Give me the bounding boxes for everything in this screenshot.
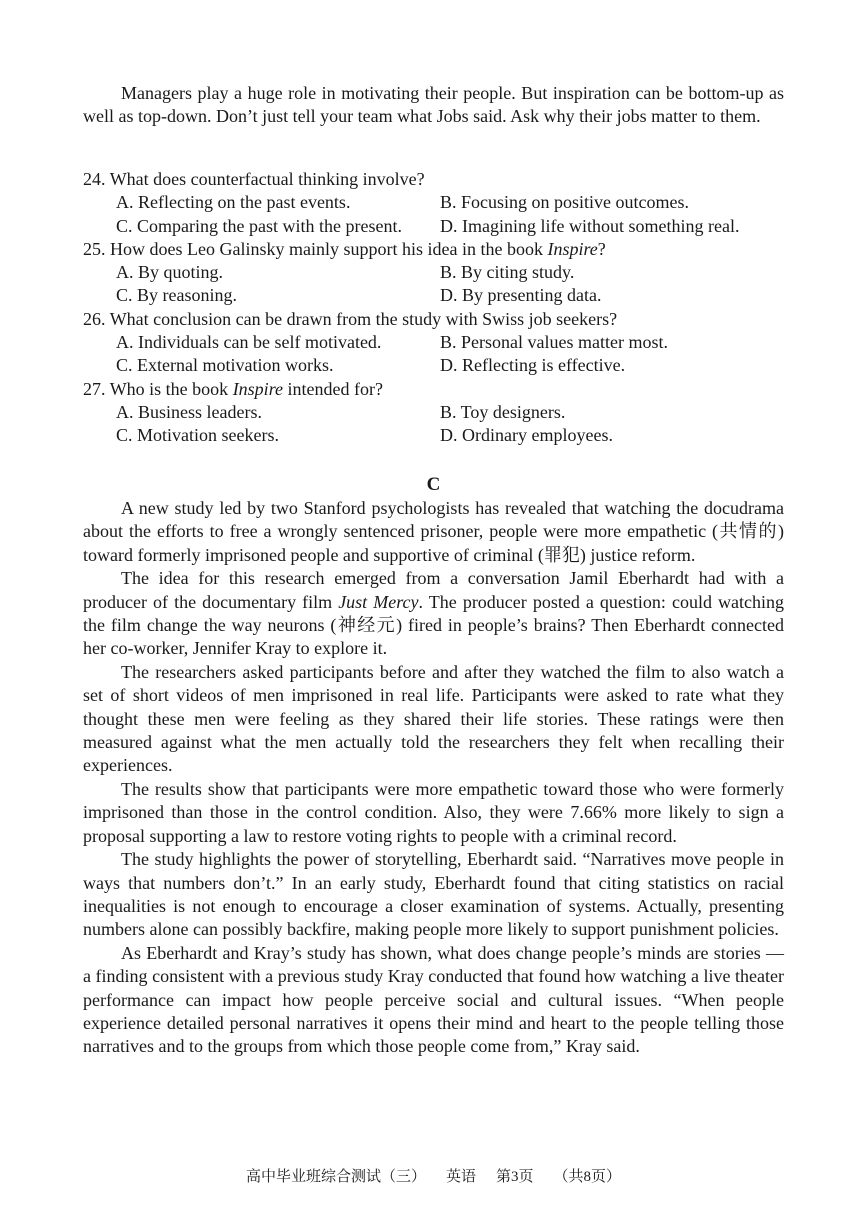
passage-paragraph-3: The researchers asked participants before and after they watched the film to also watch a set of short videos of men imprisoned in real life. Participants were asked to rate what they thought these men were feeling as they shared their life stories. These ratings were then measured against what the men actually told the researchers they felt when recalling their experiences. [83, 661, 784, 776]
option-d: D. Ordinary employees. [440, 425, 613, 446]
section-heading: C [426, 474, 441, 495]
book-title: Inspire [232, 378, 284, 399]
passage-paragraph-5: The study highlights the power of storytelling, Eberhardt said. “Narratives move people in ways that numbers don’t.” In an early study, Eberhardt found that citing statistics on racial inequalities is not enough to encourage a closer examination of systems. Actually, presenting numbers alone can possibly backfire, making people more likely to support punishment policies. [83, 849, 784, 940]
option-c: C. Motivation seekers. [116, 425, 279, 446]
question-stem: What conclusion can be drawn from the study with Swiss job seekers? [109, 308, 618, 329]
option-c: C. External motivation works. [116, 355, 334, 376]
option-c: C. By reasoning. [116, 285, 237, 306]
question-26 [83, 308, 784, 378]
option-d: D. Imagining life without something real. [440, 215, 740, 236]
book-title: Inspire [547, 238, 598, 259]
paragraph-text: The idea for this research emerged from a conversation Jamil Eberhardt had with a producer of the documentary film [83, 568, 784, 612]
question-number: 27. [83, 378, 106, 399]
option-b: B. Personal values matter most. [440, 332, 668, 353]
question-27 [83, 378, 784, 448]
option-b: B. Focusing on positive outcomes. [440, 192, 689, 213]
question-24 [83, 168, 784, 238]
question-stem: How does Leo Galinsky mainly support his idea in the book [110, 238, 548, 259]
question-stem-end: intended for? [283, 378, 383, 399]
option-a: A. Business leaders. [116, 401, 262, 422]
passage-paragraph-6: As Eberhardt and Kray’s study has shown, what does change people’s minds are stories — a finding consistent with a previous study Kray conducted that found how watching a live theater performance can impact how people perceive social and cultural issues. “When people experience detailed personal narratives it opens their mind and heart to the people telling those narratives and to the groups from which those people come from,” Kray said. [83, 942, 784, 1057]
passage-paragraph-4: The results show that participants were more empathetic toward those who were formerly imprisoned than those in the control condition. Also, they were 7.66% more likely to sign a proposal supporting a law to restore voting rights to people with a criminal record. [83, 778, 784, 846]
question-number: 26. [83, 308, 106, 329]
option-b: B. By citing study. [440, 262, 575, 283]
question-25 [83, 238, 784, 308]
page-footer [0, 1165, 867, 1186]
passage-paragraph-1: A new study led by two Stanford psychologists has revealed that watching the docudrama about the efforts to free a wrongly sentenced prisoner, people were more empathetic (共情的) toward formerly imprisoned people and supportive of criminal (罪犯) justice reform. [83, 498, 784, 565]
paragraph-text: . The producer posted a question: could watching the film change the way neurons (神经元) fired in people’s brains? Then Eberhardt connected her co-worker, Jennifer Kray to explore it. [83, 591, 785, 659]
page-total: （共8页） [553, 1169, 622, 1185]
option-a: A. Reflecting on the past events. [116, 192, 351, 213]
film-title: Just Mercy [338, 591, 419, 612]
passage-paragraph-2 [83, 567, 784, 661]
option-b: B. Toy designers. [440, 401, 566, 422]
question-number: 25. [83, 238, 106, 259]
option-d: D. Reflecting is effective. [440, 355, 626, 376]
intro-paragraph [83, 82, 784, 129]
option-a: A. By quoting. [116, 262, 224, 283]
question-stem-end: ? [597, 238, 606, 259]
question-stem: What does counterfactual thinking involve? [109, 169, 425, 189]
option-c: C. Comparing the past with the present. [116, 215, 402, 236]
option-a: A. Individuals can be self motivated. [116, 332, 382, 353]
option-d: D. By presenting data. [440, 285, 602, 306]
question-stem: Who is the book [109, 378, 233, 399]
passage-c [83, 497, 784, 1059]
exam-name: 高中毕业班综合测试（三） [245, 1169, 426, 1185]
page-number: 第3页 [496, 1169, 534, 1185]
subject: 英语 [445, 1169, 476, 1185]
paragraph-text: Managers play a huge role in motivating their people. But inspiration can be bottom-up as well as top-down. Don’t just tell your team what Jobs said. Ask why their jobs matter to them. [83, 83, 784, 127]
question-list [83, 168, 784, 448]
question-number: 24. [83, 169, 106, 189]
